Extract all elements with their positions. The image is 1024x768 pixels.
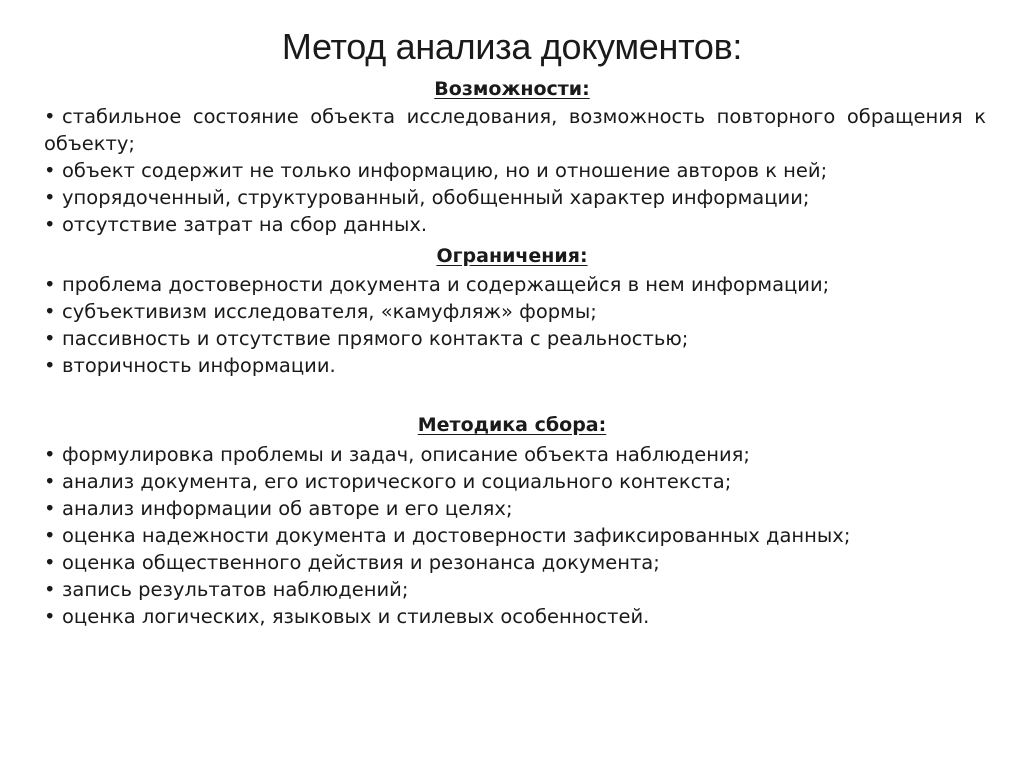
- method-list: [44, 441, 986, 630]
- list-item: • формулировка проблемы и задач, описание объекта наблюдения;: [44, 443, 750, 466]
- bullet-icon: •: [44, 551, 56, 574]
- bullet-icon: •: [44, 605, 56, 628]
- bullet-icon: •: [44, 300, 56, 323]
- slide-title: Метод анализа документов:: [281, 26, 743, 67]
- bullet-icon: •: [44, 443, 56, 466]
- list-item: • анализ документа, его исторического и социального контекста;: [44, 470, 732, 493]
- bullet-icon: •: [44, 524, 56, 547]
- list-item: • вторичность информации.: [44, 354, 336, 377]
- list-item: • объект содержит не только информацию, но и отношение авторов к ней;: [44, 159, 828, 182]
- heading-method: Методика сбора:: [417, 414, 607, 436]
- list-item: • оценка общественного действия и резонанса документа;: [44, 551, 660, 574]
- bullet-icon: •: [44, 470, 56, 493]
- opportunities-list: [44, 103, 986, 238]
- heading-opportunities: Возможности:: [434, 78, 590, 100]
- bullet-icon: •: [44, 578, 56, 601]
- list-item: • анализ информации об авторе и его целях;: [44, 497, 513, 520]
- list-item: • проблема достоверности документа и содержащейся в нем информации;: [44, 273, 830, 296]
- bullet-icon: •: [44, 186, 56, 209]
- heading-limitations: Ограничения:: [436, 245, 588, 267]
- list-item: • стабильное состояние объекта исследования, возможность повторного обращения к объекту;: [44, 105, 986, 155]
- bullet-icon: •: [44, 213, 56, 236]
- bullet-icon: •: [44, 497, 56, 520]
- bullet-icon: •: [44, 354, 56, 377]
- list-item: • оценка логических, языковых и стилевых особенностей.: [44, 605, 650, 628]
- bullet-icon: •: [44, 105, 56, 128]
- list-item: • оценка надежности документа и достоверности зафиксированных данных;: [44, 524, 851, 547]
- list-item: • отсутствие затрат на сбор данных.: [44, 213, 428, 236]
- list-item: • субъективизм исследователя, «камуфляж» формы;: [44, 300, 597, 323]
- bullet-icon: •: [44, 273, 56, 296]
- bullet-icon: •: [44, 159, 56, 182]
- list-item: • упорядоченный, структурованный, обобщенный характер информации;: [44, 186, 810, 209]
- list-item: • пассивность и отсутствие прямого контакта с реальностью;: [44, 327, 689, 350]
- limitations-list: [44, 271, 986, 379]
- bullet-icon: •: [44, 327, 56, 350]
- list-item: • запись результатов наблюдений;: [44, 578, 409, 601]
